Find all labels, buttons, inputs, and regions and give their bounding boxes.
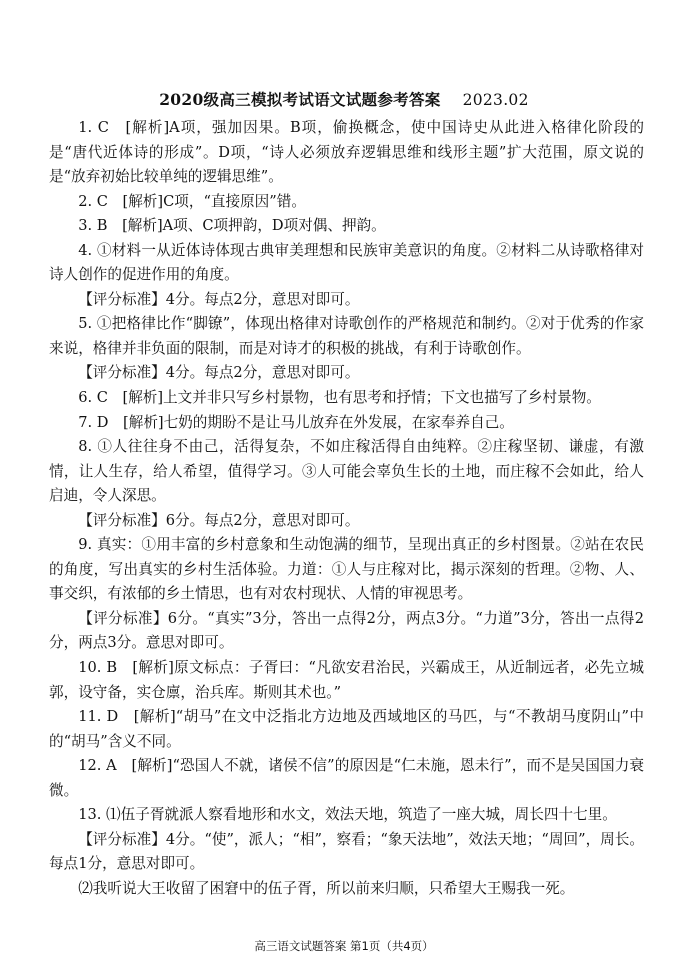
answer-10: 10. B [解析]原文标点：子胥曰：“凡欲安君治民，兴霸成王，从近制远者，必先立城郭，设守备，实仓廪，治兵库。斯则其术也。”	[49, 659, 644, 701]
answer-7: 7. D [解析]七奶的期盼不是让马儿放弃在外发展，在家奉养自己。	[78, 413, 514, 431]
title-text: 2020级高三模拟考试语文试题参考答案	[159, 90, 441, 109]
answer-4: 4. ①材料一从近体诗体现古典审美理想和民族审美意识的角度。②材料二从诗歌格律对诗人创作的促进作用的角度。	[49, 241, 644, 284]
answer-6: 6. C [解析]上文并非只写乡村景物，也有思考和抒情；下文也描写了乡村景物。	[78, 389, 601, 407]
scoring-4: 【评分标准】4分。每点2分，意思对即可。	[78, 290, 360, 308]
scoring-13: 【评分标准】4分。“使”，派人；“相”，察看；“象天法地”，效法天地；“周回”，周长。每点1分，意思对即可。	[49, 830, 644, 873]
answer-9: 9. 真实：①用丰富的乡村意象和生动饱满的细节，呈现出真正的乡村图景。②站在农民的角度，写出真实的乡村生活体验。力道：①人与庄稼对比，揭示深刻的哲理。②物、人、事交织，有浓郁的乡土情思，也有对农村现状、人情的审视思考。	[49, 536, 644, 603]
scoring-9: 【评分标准】6分。“真实”3分，答出一点得2分，两点3分。“力道”3分，答出一点得2分，两点3分。意思对即可。	[49, 609, 644, 652]
scoring-5: 【评分标准】4分。每点2分，意思对即可。	[78, 364, 360, 382]
answer-3: 3. B [解析]A项、C项押韵，D项对偶、押韵。	[78, 217, 386, 235]
answer-1: 1. C [解析]A项，强加因果。B项，偷换概念，使中国诗史从此进入格律化阶段的是“唐代近体诗的形成”。D项，“诗人必须放弃逻辑思维和线形主题”扩大范围，原文说的是“放弃初始比较单纯的逻辑思维”。	[49, 119, 644, 186]
scoring-8: 【评分标准】6分。每点2分，意思对即可。	[78, 511, 360, 529]
answer-13-2: ⑵我听说大王收留了困窘中的伍子胥，所以前来归顺，只希望大王赐我一死。	[78, 879, 575, 897]
answer-body	[49, 116, 644, 902]
title-date: 2023.02	[462, 91, 529, 109]
document-title	[0, 88, 688, 110]
answer-8: 8. ①人往往身不由己，活得复杂，不如庄稼活得自由纯粹。②庄稼坚韧、谦虚，有激情，让人生存，给人希望，值得学习。③人可能会辜负生长的土地，而庄稼不会如此，给人启迪，令人深思。	[49, 438, 644, 505]
answer-12: 12. A [解析]“恐国人不就，诸侯不信”的原因是“仁未施，恩未行”，而不是吴国国力衰微。	[49, 757, 644, 799]
answer-5: 5. ①把格律比作“脚镣”，体现出格律对诗歌创作的严格规范和制约。②对于优秀的作家来说，格律并非负面的限制，而是对诗才的积极的挑战，有利于诗歌创作。	[49, 315, 644, 357]
answer-11: 11. D [解析]“胡马”在文中泛指北方边地及西域地区的马匹，与“不教胡马度阴山”中的“胡马”含义不同。	[49, 708, 644, 750]
page-footer: 高三语文试题答案 第1页（共4页）	[254, 939, 434, 953]
answer-2: 2. C [解析]C项，“直接原因”错。	[78, 192, 306, 210]
answer-13-1: 13. ⑴伍子胥就派人察看地形和水文，效法天地，筑造了一座大城，周长四十七里。	[78, 806, 617, 824]
